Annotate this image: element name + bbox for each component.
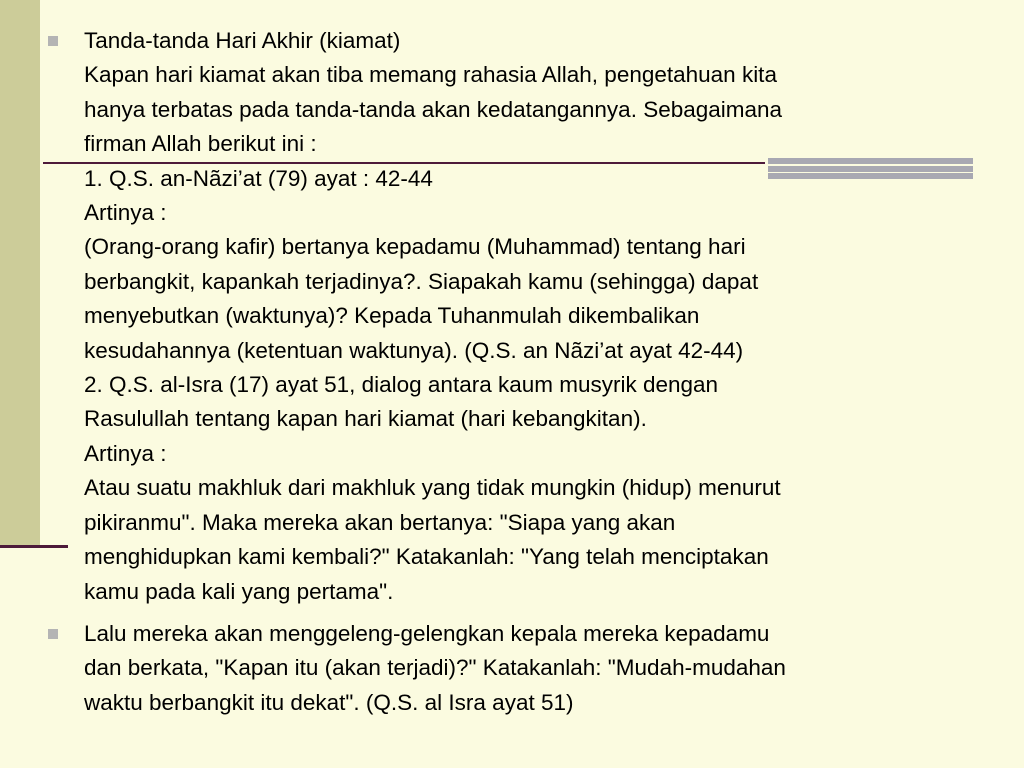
square-bullet-icon xyxy=(48,36,58,46)
text-line: Kapan hari kiamat akan tiba memang rahasia Allah, pengetahuan kita xyxy=(84,62,777,88)
text-line: menghidupkan kami kembali?" Katakanlah: "Yang telah menciptakan xyxy=(84,544,769,570)
bullet-text xyxy=(84,24,986,609)
text-line: 1. Q.S. an-Nãzi’at (79) ayat : 42-44 xyxy=(84,165,433,191)
bullet-item-signs-of-judgment-day xyxy=(46,24,986,609)
text-line: kamu pada kali yang pertama". xyxy=(84,578,394,604)
text-line: kesudahannya (ketentuan waktunya). (Q.S. an Nãzi’at ayat 42-44) xyxy=(84,337,744,363)
text-line: dan berkata, "Kapan itu (akan terjadi)?" Katakanlah: "Mudah-mudahan xyxy=(84,655,786,681)
text-line: 2. Q.S. al-Isra (17) ayat 51, dialog antara kaum musyrik dengan xyxy=(84,372,719,398)
text-line: waktu berbangkit itu dekat". (Q.S. al Isra ayat 51) xyxy=(84,689,574,715)
square-bullet-icon xyxy=(48,629,58,639)
text-line: pikiranmu". Maka mereka akan bertanya: "Siapa yang akan xyxy=(84,509,676,535)
text-line: berbangkit, kapankah terjadinya?. Siapakah kamu (sehingga) dapat xyxy=(84,268,759,294)
text-line: firman Allah berikut ini : xyxy=(84,131,317,157)
text-line: Lalu mereka akan menggeleng-gelengkan kepala mereka kepadamu xyxy=(84,620,770,646)
text-line: hanya terbatas pada tanda-tanda akan kedatangannya. Sebagaimana xyxy=(84,96,783,122)
text-line: Tanda-tanda Hari Akhir (kiamat) xyxy=(84,28,401,53)
text-line: (Orang-orang kafir) bertanya kepadamu (Muhammad) tentang hari xyxy=(84,234,746,260)
text-line: Artinya : xyxy=(84,440,167,466)
left-decorative-band xyxy=(0,0,40,548)
bullet-item-dialog xyxy=(46,617,986,720)
slide-content xyxy=(46,24,986,720)
text-line: Artinya : xyxy=(84,200,167,226)
bullet-text xyxy=(84,617,986,720)
text-line: menyebutkan (waktunya)? Kepada Tuhanmulah dikembalikan xyxy=(84,303,700,329)
text-line: Rasulullah tentang kapan hari kiamat (hari kebangkitan). xyxy=(84,406,647,432)
text-line: Atau suatu makhluk dari makhluk yang tidak mungkin (hidup) menurut xyxy=(84,475,781,501)
